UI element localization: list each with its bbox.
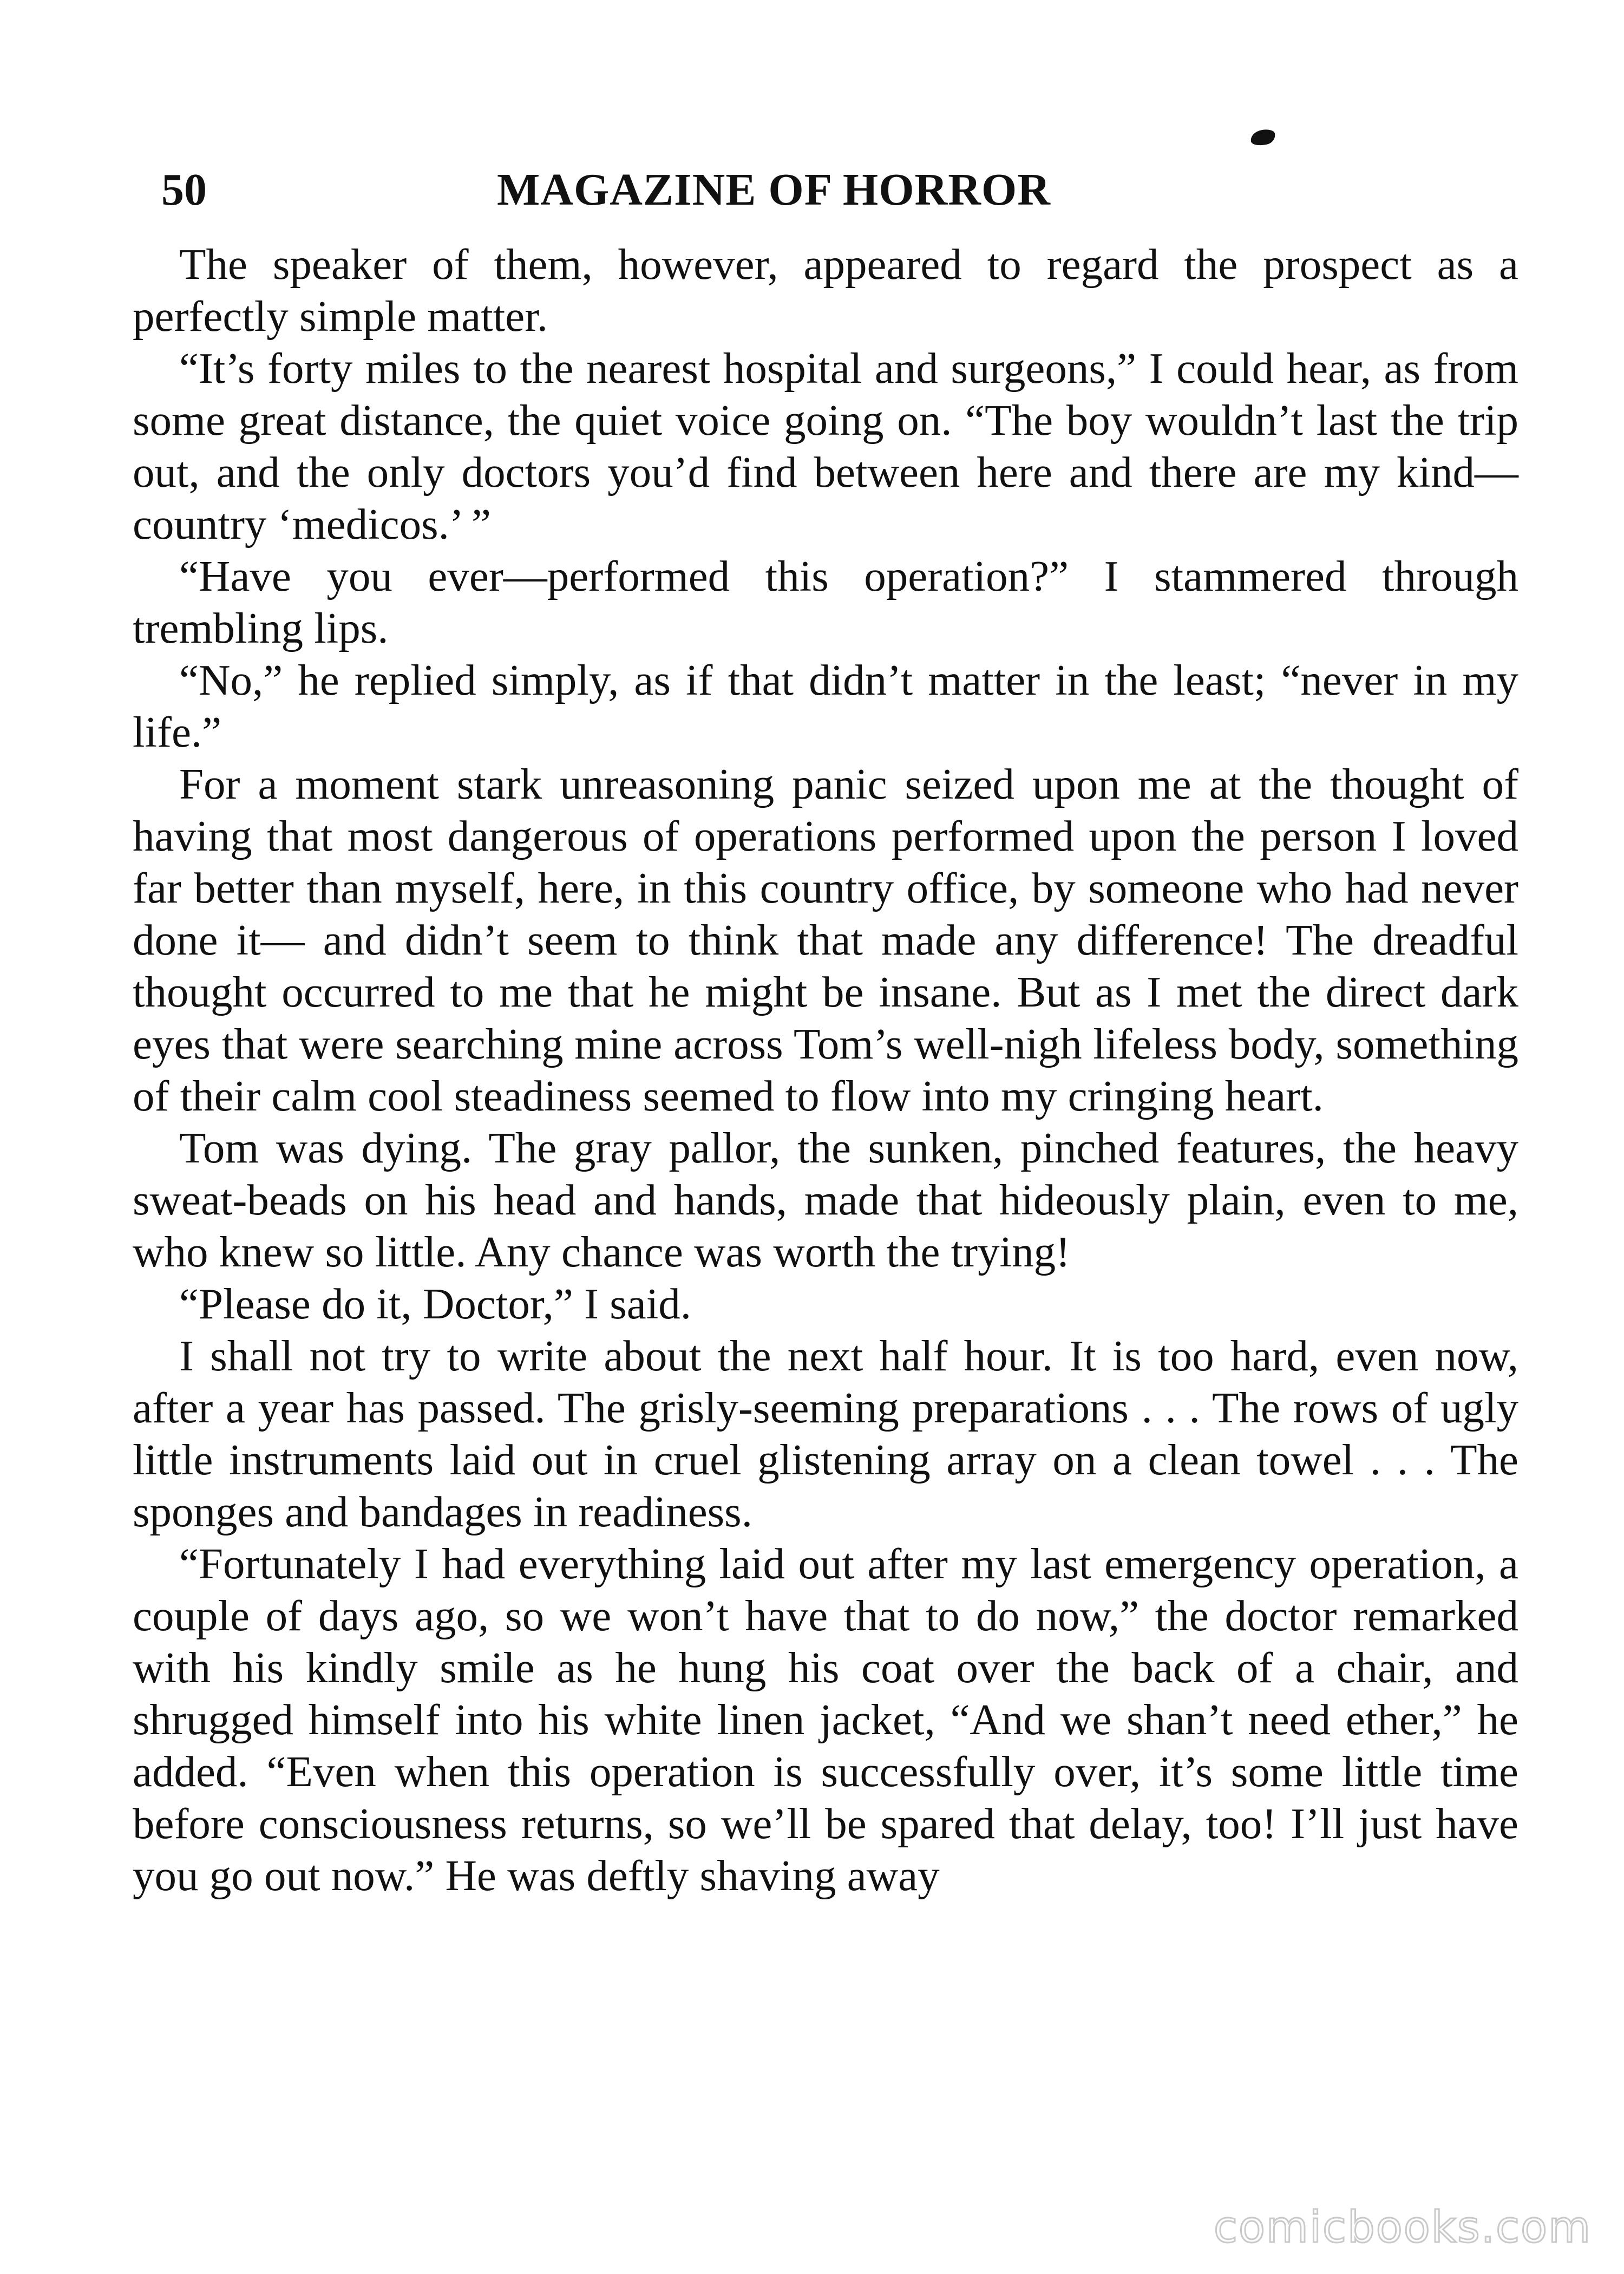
paragraph: “Fortunately I had everything laid out after my last emergency operation, a couple of days ago, so we won’t have that to do now,” the doctor remarked with his kindly smile as he hung his coat over the back of a chair, and shrugged himself into his white linen jacket, “And we shan’t need ether,” he added. “Even when this operation is successfully over, it’s some little time before consciousness returns, so we’ll be spared that delay, too! I’ll just have you go out now.” He was deftly shaving away bbox=[133, 1539, 1518, 1900]
story-text bbox=[133, 238, 1518, 1901]
paragraph: “Have you ever—performed this operation?” I stammered through trembling lips. bbox=[133, 552, 1518, 652]
running-head: MAGAZINE OF HORROR bbox=[497, 165, 1051, 215]
page-number: 50 bbox=[161, 165, 207, 215]
paragraph: For a moment stark unreasoning panic seized upon me at the thought of having that most dangerous of operations performed upon the person I loved far better than myself, here, in this country office, by someone who had never done it— and didn’t seem to think that made any difference! The dreadful thought occurred to me that he might be insane. But as I met the direct dark eyes that were searching mine across Tom’s well-nigh lifeless body, something of their calm cool steadiness seemed to flow into my cringing heart. bbox=[133, 760, 1518, 1120]
page-header bbox=[161, 160, 1517, 220]
paragraph: The speaker of them, however, appeared to regard the prospect as a perfectly simple matter. bbox=[133, 240, 1518, 341]
watermark: comicbooks.com bbox=[1213, 2202, 1592, 2252]
ink-blot bbox=[1249, 128, 1277, 148]
paragraph: “No,” he replied simply, as if that didn’t matter in the least; “never in my life.” bbox=[133, 656, 1518, 756]
paragraph: “Please do it, Doctor,” I said. bbox=[179, 1279, 691, 1328]
paragraph: I shall not try to write about the next half hour. It is too hard, even now, after a year has passed. The grisly-seeming preparations . . . The rows of ugly little instruments laid out in cruel glistening array on a clean towel . . . The sponges and bandages in readiness. bbox=[133, 1331, 1518, 1536]
paragraph: Tom was dying. The gray pallor, the sunken, pinched features, the heavy sweat-beads on his head and hands, made that hideously plain, even to me, who knew so little. Any chance was worth the trying! bbox=[133, 1123, 1518, 1276]
paragraph: “It’s forty miles to the nearest hospital and surgeons,” I could hear, as from some great distance, the quiet voice going on. “The boy wouldn’t last the trip out, and the only doctors you’d find between here and there are my kind—country ‘medicos.’ ” bbox=[133, 344, 1518, 548]
